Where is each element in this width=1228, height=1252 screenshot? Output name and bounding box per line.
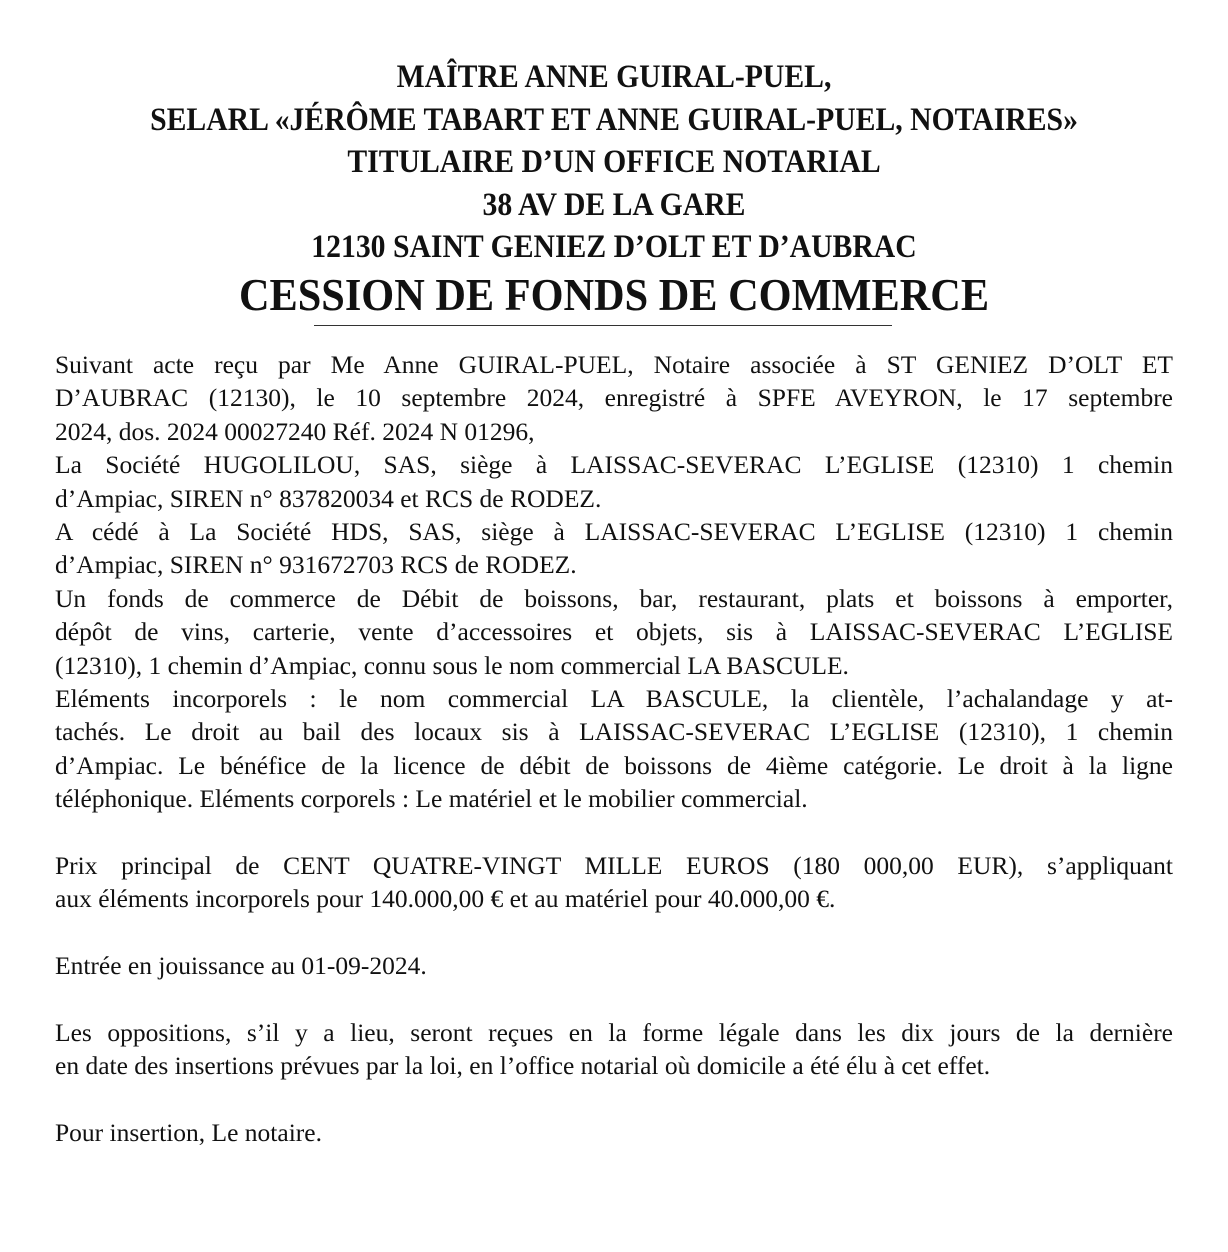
paragraph-p7 xyxy=(55,949,1173,982)
notice-body xyxy=(55,348,1173,1149)
notary-office: TITULAIRE D’UN OFFICE NOTARIAL xyxy=(347,144,881,180)
paragraph-p1 xyxy=(55,348,1173,448)
paragraph-p5 xyxy=(55,682,1173,816)
text-line: d’Ampiac, SIREN n° 837820034 et RCS de RODEZ. xyxy=(55,483,602,513)
notary-street: 38 AV DE LA GARE xyxy=(482,186,746,223)
text-line: téléphonique. Eléments corporels : Le matériel et le mobilier commercial. xyxy=(55,784,808,814)
text-line: Eléments incorporels : le nom commercial LA BASCULE, la clientèle, l’achalandage y at- xyxy=(55,683,1173,713)
paragraph-p3 xyxy=(55,515,1173,582)
text-line: (12310), 1 chemin d’Ampiac, connu sous le nom commercial LA BASCULE. xyxy=(55,650,849,680)
notary-city: 12130 SAINT GENIEZ D’OLT ET D’AUBRAC xyxy=(311,229,917,265)
text-line: aux éléments incorporels pour 140.000,00 € et au matériel pour 40.000,00 €. xyxy=(55,884,836,914)
text-line: A cédé à La Société HDS, SAS, siège à LAISSAC-SEVERAC L’EGLISE (12310) 1 chemin xyxy=(55,516,1173,546)
paragraph-gap xyxy=(55,815,1173,848)
text-line: Les oppositions, s’il y a lieu, seront reçues en la forme légale dans les dix jours de la dernière xyxy=(55,1017,1173,1047)
paragraph-p8 xyxy=(55,1016,1173,1083)
text-line: en date des insertions prévues par la loi, en l’office notarial où domicile a été élu à cet effet. xyxy=(55,1051,991,1081)
paragraph-gap xyxy=(55,916,1173,949)
text-line: dépôt de vins, carterie, vente d’accessoires et objets, sis à LAISSAC-SEVERAC L’EGLISE xyxy=(55,617,1173,647)
paragraph-gap xyxy=(55,1083,1173,1116)
paragraph-p2 xyxy=(55,448,1173,515)
notice-title: CESSION DE FONDS DE COMMERCE xyxy=(238,268,990,320)
text-line: 2024, dos. 2024 00027240 Réf. 2024 N 01296, xyxy=(55,416,535,446)
text-line: Pour insertion, Le notaire. xyxy=(55,1117,322,1147)
text-line: Suivant acte reçu par Me Anne GUIRAL-PUEL, Notaire associée à ST GENIEZ D’OLT ET xyxy=(55,350,1173,379)
text-line: Entrée en jouissance au 01-09-2024. xyxy=(55,951,427,981)
paragraph-p4 xyxy=(55,582,1173,682)
text-line: D’AUBRAC (12130), le 10 septembre 2024, enregistré à SPFE AVEYRON, le 17 septembre xyxy=(55,383,1173,413)
notary-name: MAÎTRE ANNE GUIRAL-PUEL, xyxy=(396,59,832,95)
paragraph-p6 xyxy=(55,849,1173,916)
paragraph-p9 xyxy=(55,1116,1173,1149)
text-line: Prix principal de CENT QUATRE-VINGT MILLE EUROS (180 000,00 EUR), s’appliquant xyxy=(55,850,1173,880)
title-divider xyxy=(314,325,892,326)
text-line: Un fonds de commerce de Débit de boissons, bar, restaurant, plats et boissons à emporter, xyxy=(55,583,1173,613)
paragraph-gap xyxy=(55,982,1173,1015)
notice-header xyxy=(0,56,1228,323)
notary-firm: SELARL «JÉRÔME TABART ET ANNE GUIRAL-PUEL, NOTAIRES» xyxy=(150,101,1078,138)
text-line: La Société HUGOLILOU, SAS, siège à LAISSAC-SEVERAC L’EGLISE (12310) 1 chemin xyxy=(55,450,1173,480)
text-line: d’Ampiac. Le bénéfice de la licence de débit de boissons de 4ième catégorie. Le droit à la ligne xyxy=(55,750,1173,780)
text-line: d’Ampiac, SIREN n° 931672703 RCS de RODEZ. xyxy=(55,550,577,580)
text-line: tachés. Le droit au bail des locaux sis à LAISSAC-SEVERAC L’EGLISE (12310), 1 chemin xyxy=(55,717,1173,747)
